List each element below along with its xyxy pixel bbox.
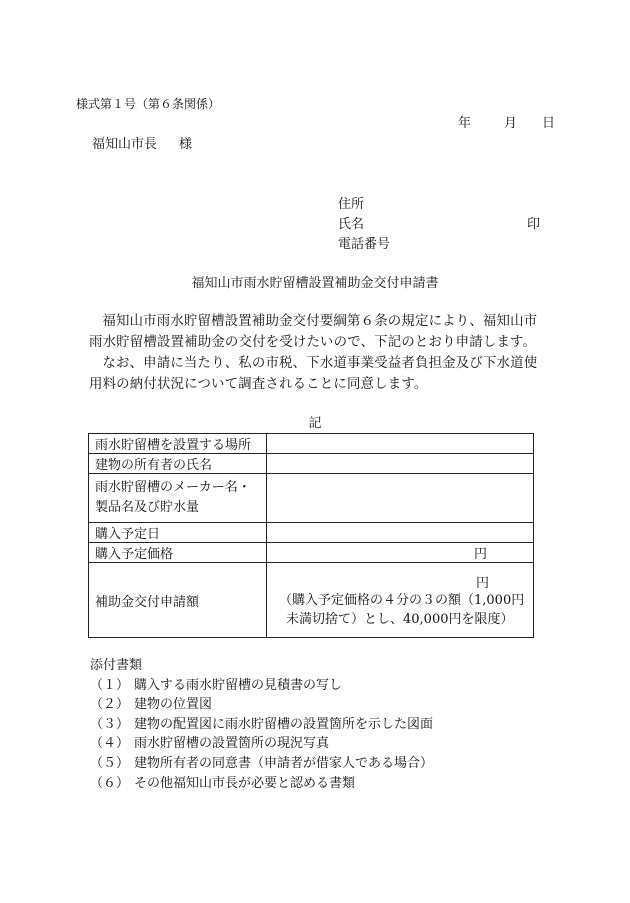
row-label: 建物の所有者の氏名	[89, 454, 267, 474]
row-value[interactable]	[267, 434, 534, 454]
addressee	[92, 133, 192, 152]
row-value[interactable]	[267, 563, 534, 638]
item-number: （１）	[90, 677, 130, 693]
list-item	[90, 695, 433, 715]
item-text: 建物の配置図に雨水貯留槽の設置箇所を示した図面	[134, 716, 434, 732]
row-label: 補助金交付申請額	[89, 563, 267, 638]
note-line: 未満切捨て）とし、40,000円を限度）	[286, 611, 514, 627]
table-row	[89, 563, 534, 638]
ki-heading: 記	[308, 416, 322, 431]
item-text: その他福知山市長が必要と認める書類	[134, 775, 356, 791]
list-item	[90, 754, 433, 774]
attachments	[90, 656, 433, 793]
row-label: 購入予定価格	[89, 543, 267, 563]
table-row	[89, 454, 534, 474]
note-line: （購入予定価格の４分の３の額（1,000円	[279, 592, 525, 608]
row-label	[89, 474, 267, 523]
table-row	[89, 543, 534, 563]
item-number: （４）	[90, 736, 130, 752]
date-year-label: 年	[458, 116, 472, 131]
form-number: 様式第１号（第６条関係）	[76, 97, 221, 111]
yen-unit: 円	[475, 575, 489, 591]
table-row	[89, 434, 534, 454]
row-label: 雨水貯留槽を設置する場所	[89, 434, 267, 454]
date-line	[458, 112, 555, 131]
item-text: 購入する雨水貯留槽の見積書の写し	[134, 677, 343, 693]
attachments-heading: 添付書類	[90, 658, 143, 673]
item-text: 建物所有者の同意書（申請者が借家人である場合）	[134, 755, 434, 771]
body-text-1: 福知山市雨水貯留槽設置補助金交付要綱第６条の規定により、福知山市雨水貯留槽設置補助金の交付を受けたいので、下記のとおり申請します。	[89, 314, 538, 350]
application-table	[88, 433, 534, 638]
row-value[interactable]	[267, 454, 534, 474]
list-item	[90, 676, 433, 696]
row-value[interactable]	[267, 474, 534, 523]
row-label: 購入予定日	[89, 523, 267, 543]
applicant-phone-label: 電話番号	[338, 237, 391, 252]
item-text: 雨水貯留槽の設置箇所の現況写真	[134, 736, 330, 752]
item-text: 建物の位置図	[134, 697, 213, 713]
body-paragraph-2	[89, 353, 539, 395]
table-row	[89, 474, 534, 523]
row-label-line: 製品名及び貯水量	[95, 500, 200, 515]
document-title: 福知山市雨水貯留槽設置補助金交付申請書	[191, 276, 439, 291]
list-item	[90, 774, 433, 794]
body-text-2: なお、申請に当たり、私の市税、下水道事業受益者負担金及び下水道使用料の納付状況について調査されることに同意します。	[89, 356, 538, 392]
addressee-name: 福知山市長	[92, 137, 158, 152]
table-row	[89, 523, 534, 543]
date-month-label: 月	[504, 116, 518, 131]
applicant-name-label: 氏名	[338, 217, 365, 232]
applicant-address-label: 住所	[338, 197, 365, 212]
list-item	[90, 734, 433, 754]
item-number: （５）	[90, 755, 130, 771]
item-number: （３）	[90, 716, 130, 732]
date-day-label: 日	[542, 116, 556, 131]
body-paragraph-1	[89, 311, 539, 353]
row-value[interactable]: 円	[267, 543, 534, 563]
seal-mark: 印	[527, 217, 541, 232]
row-value[interactable]	[267, 523, 534, 543]
addressee-honorific: 様	[179, 137, 193, 152]
row-label-line: 雨水貯留槽のメーカー名・	[95, 480, 251, 495]
item-number: （６）	[90, 775, 130, 791]
list-item	[90, 715, 433, 735]
item-number: （２）	[90, 697, 130, 713]
